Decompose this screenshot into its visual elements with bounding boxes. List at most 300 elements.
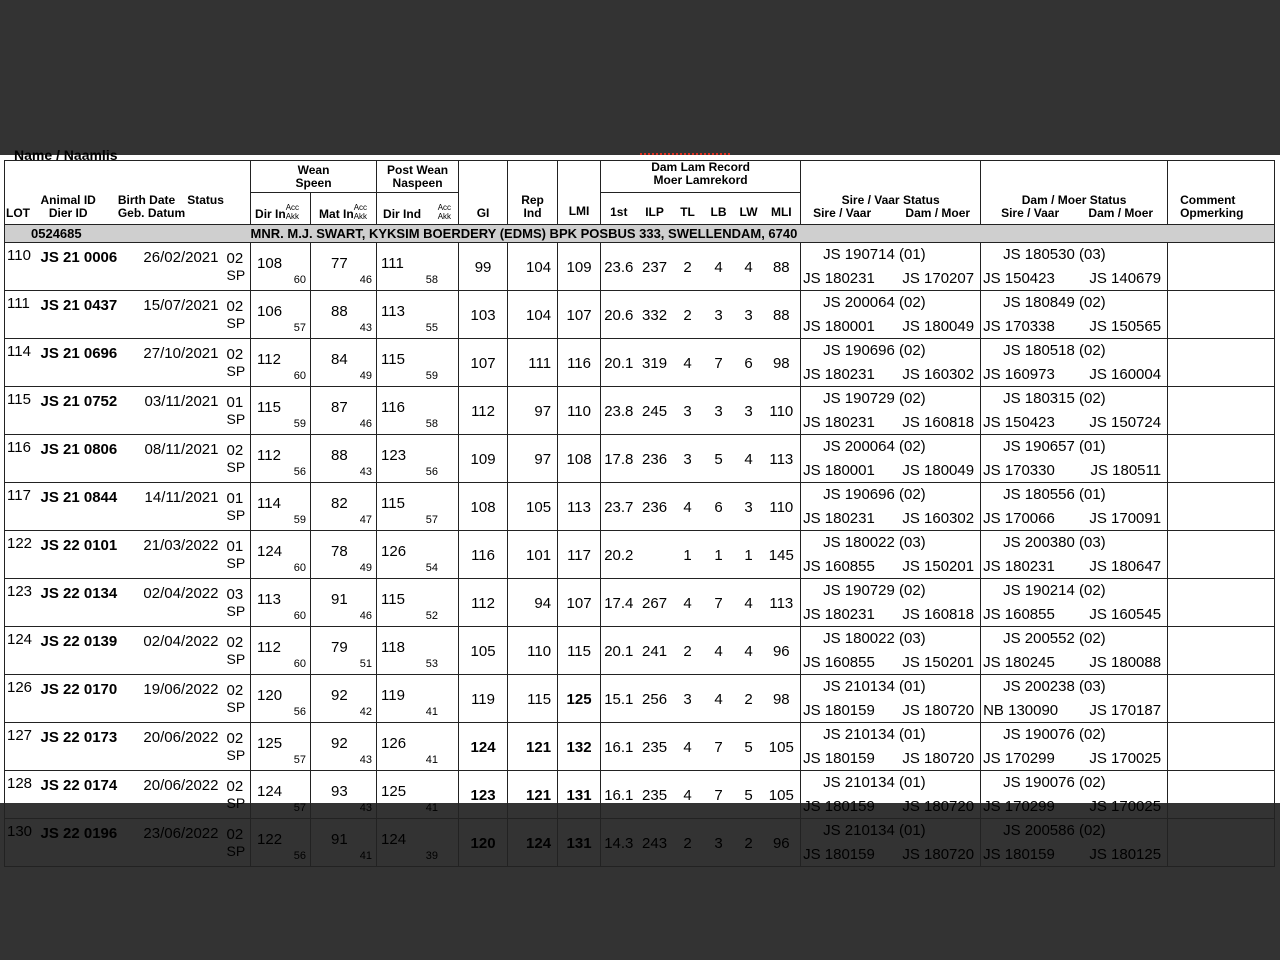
post-wean-acc: 53 xyxy=(425,658,439,670)
dam-sire: JS 160973 xyxy=(983,366,1055,383)
wean-dir-acc: 57 xyxy=(293,754,307,766)
wean-dir-cell xyxy=(251,339,311,387)
lot-number: 130 xyxy=(5,819,35,867)
wean-dir-acc: 56 xyxy=(293,466,307,478)
wean-dir-acc: 59 xyxy=(293,418,307,430)
lam-mli: 88 xyxy=(763,243,801,291)
post-wean-acc: 52 xyxy=(425,610,439,622)
lmi-value: 110 xyxy=(558,387,601,435)
wean-dir-value: 124 xyxy=(257,783,283,800)
post-wean-acc: 41 xyxy=(425,802,439,814)
gi-value: 116 xyxy=(459,531,508,579)
post-wean-cell xyxy=(377,771,459,819)
sire-sire: JS 180231 xyxy=(803,510,875,527)
header-animal-block xyxy=(35,161,251,225)
wean-dir-cell xyxy=(251,723,311,771)
post-wean-acc: 41 xyxy=(425,706,439,718)
comment-cell xyxy=(1168,243,1275,291)
lam-tl: 4 xyxy=(673,339,703,387)
lam-mli: 145 xyxy=(763,531,801,579)
sire-sire: JS 180001 xyxy=(803,318,875,335)
birth-date: 15/07/2021 xyxy=(125,291,225,339)
status-type: SP xyxy=(226,842,246,859)
wean-mat-value: 92 xyxy=(331,735,348,752)
post-wean-cell xyxy=(377,819,459,867)
wean-mat-acc: 43 xyxy=(359,802,373,814)
lam-first: 17.8 xyxy=(601,435,637,483)
header-lb: LB xyxy=(703,193,735,225)
animal-id: JS 21 0696 xyxy=(35,339,125,387)
dam-sire: NB 130090 xyxy=(983,702,1059,719)
lam-lb: 7 xyxy=(703,579,735,627)
header-wean-group xyxy=(251,161,377,193)
post-wean-cell xyxy=(377,483,459,531)
sire-dam: JS 180720 xyxy=(902,750,975,767)
header-mat-in: Mat In xyxy=(319,207,354,221)
sire-sire: JS 180001 xyxy=(803,462,875,479)
wean-mat-value: 93 xyxy=(331,783,348,800)
table-row xyxy=(5,483,1275,531)
lmi-value: 117 xyxy=(558,531,601,579)
header-akk-3: Akk xyxy=(437,212,452,221)
dam-sire: JS 180159 xyxy=(983,846,1055,863)
dam-id: JS 200552 (02) xyxy=(1003,630,1106,647)
lam-first: 23.7 xyxy=(601,483,637,531)
sire-id: JS 200064 (02) xyxy=(823,294,926,311)
dam-dam: JS 170091 xyxy=(1089,510,1162,527)
post-wean-acc: 58 xyxy=(425,274,439,286)
lam-lw: 2 xyxy=(735,675,763,723)
dam-dam: JS 180125 xyxy=(1089,846,1162,863)
lam-ilp: 235 xyxy=(637,771,673,819)
birth-date: 27/10/2021 xyxy=(125,339,225,387)
sire-id: JS 190729 (02) xyxy=(823,390,926,407)
header-akk: Akk xyxy=(285,212,300,221)
header-acc: Acc xyxy=(285,203,300,212)
cut-off-heading: Name / Naamlis xyxy=(14,147,118,163)
post-wean-cell xyxy=(377,387,459,435)
sire-dam: JS 180720 xyxy=(902,702,975,719)
dam-id: JS 190657 (01) xyxy=(1003,438,1106,455)
header-comment-en: Comment xyxy=(1180,193,1236,207)
wean-dir-acc: 56 xyxy=(293,850,307,862)
lam-lw: 4 xyxy=(735,627,763,675)
header-speen: Speen xyxy=(295,175,332,190)
table-row xyxy=(5,771,1275,819)
dam-id: JS 200238 (03) xyxy=(1003,678,1106,695)
header-lw: LW xyxy=(735,193,763,225)
rep-ind-value: 105 xyxy=(508,483,558,531)
lam-ilp: 241 xyxy=(637,627,673,675)
wean-mat-acc: 46 xyxy=(359,418,373,430)
dam-dam: JS 160004 xyxy=(1089,366,1162,383)
animal-id: JS 22 0101 xyxy=(35,531,125,579)
post-wean-cell xyxy=(377,243,459,291)
status-cell xyxy=(225,483,251,531)
status-type: SP xyxy=(226,650,246,667)
sire-status-cell xyxy=(801,291,981,339)
rep-ind-value: 104 xyxy=(508,291,558,339)
status-code: 02 xyxy=(226,441,244,459)
gi-value: 119 xyxy=(459,675,508,723)
dam-sire: JS 170299 xyxy=(983,750,1055,767)
dam-sire: JS 160855 xyxy=(983,606,1055,623)
status-type: SP xyxy=(226,362,246,379)
wean-dir-value: 113 xyxy=(257,591,281,608)
lam-tl: 1 xyxy=(673,531,703,579)
birth-date: 02/04/2022 xyxy=(125,579,225,627)
lam-tl: 4 xyxy=(673,771,703,819)
dam-id: JS 180849 (02) xyxy=(1003,294,1106,311)
wean-dir-cell xyxy=(251,819,311,867)
dam-id: JS 190214 (02) xyxy=(1003,582,1106,599)
header-dam-status-sire: Sire / Vaar xyxy=(1001,206,1060,220)
status-cell xyxy=(225,339,251,387)
lam-lb: 4 xyxy=(703,243,735,291)
rep-ind-value: 97 xyxy=(508,387,558,435)
header-post-wean-group xyxy=(377,161,459,193)
lam-tl: 3 xyxy=(673,435,703,483)
lmi-value: 131 xyxy=(558,819,601,867)
wean-dir-value: 124 xyxy=(257,543,283,560)
header-first: 1st xyxy=(601,193,637,225)
post-wean-cell xyxy=(377,627,459,675)
post-wean-cell xyxy=(377,435,459,483)
wean-dir-cell xyxy=(251,627,311,675)
wean-dir-acc: 60 xyxy=(293,562,307,574)
post-wean-cell xyxy=(377,531,459,579)
wean-mat-cell xyxy=(311,531,377,579)
sire-dam: JS 160302 xyxy=(902,366,975,383)
wean-mat-value: 88 xyxy=(331,303,348,320)
lam-first: 17.4 xyxy=(601,579,637,627)
wean-mat-acc: 47 xyxy=(359,514,373,526)
status-type: SP xyxy=(226,698,246,715)
sire-sire: JS 160855 xyxy=(803,654,875,671)
lam-first: 23.6 xyxy=(601,243,637,291)
sire-id: JS 190714 (01) xyxy=(823,246,926,263)
header-tl: TL xyxy=(673,193,703,225)
dam-sire: JS 150423 xyxy=(983,414,1055,431)
gi-value: 112 xyxy=(459,579,508,627)
dam-status-cell xyxy=(981,579,1168,627)
lam-lb: 1 xyxy=(703,531,735,579)
rep-ind-value: 97 xyxy=(508,435,558,483)
wean-dir-acc: 59 xyxy=(293,514,307,526)
lam-mli: 105 xyxy=(763,723,801,771)
comment-cell xyxy=(1168,483,1275,531)
wean-mat-cell xyxy=(311,723,377,771)
table-row xyxy=(5,627,1275,675)
header-post-wean-dir xyxy=(377,193,459,225)
status-code: 01 xyxy=(226,393,244,411)
gi-value: 108 xyxy=(459,483,508,531)
animal-id: JS 22 0196 xyxy=(35,819,125,867)
header-akk-2: Akk xyxy=(353,212,368,221)
sire-status-cell xyxy=(801,435,981,483)
rep-ind-value: 111 xyxy=(508,339,558,387)
dam-dam: JS 170187 xyxy=(1089,702,1162,719)
lam-mli: 113 xyxy=(763,579,801,627)
lam-lb: 3 xyxy=(703,819,735,867)
lam-first: 20.1 xyxy=(601,339,637,387)
wean-mat-value: 82 xyxy=(331,495,348,512)
post-wean-acc: 41 xyxy=(425,754,439,766)
status-cell xyxy=(225,579,251,627)
post-wean-acc: 39 xyxy=(425,850,439,862)
comment-cell xyxy=(1168,339,1275,387)
dam-dam: JS 180088 xyxy=(1089,654,1162,671)
status-code: 02 xyxy=(226,777,244,795)
lot-number: 128 xyxy=(5,771,35,819)
post-wean-value: 124 xyxy=(381,831,407,848)
header-dam-status-dam: Dam / Moer xyxy=(1088,206,1154,220)
lam-mli: 98 xyxy=(763,339,801,387)
rep-ind-value: 94 xyxy=(508,579,558,627)
sire-status-cell xyxy=(801,627,981,675)
lam-tl: 2 xyxy=(673,819,703,867)
comment-cell xyxy=(1168,531,1275,579)
header-dam-lam-record xyxy=(601,161,801,193)
sire-dam: JS 160302 xyxy=(902,510,975,527)
header-naspeen: Naspeen xyxy=(392,175,443,190)
wean-dir-value: 106 xyxy=(257,303,283,320)
status-cell xyxy=(225,627,251,675)
sire-dam: JS 150201 xyxy=(902,558,975,575)
dam-status-cell xyxy=(981,627,1168,675)
status-type: SP xyxy=(226,506,246,523)
animal-id: JS 22 0174 xyxy=(35,771,125,819)
status-code: 02 xyxy=(226,345,244,363)
lmi-value: 108 xyxy=(558,435,601,483)
lmi-value: 113 xyxy=(558,483,601,531)
post-wean-acc: 57 xyxy=(425,514,439,526)
status-cell xyxy=(225,675,251,723)
sire-id: JS 210134 (01) xyxy=(823,822,926,839)
lam-ilp: 236 xyxy=(637,435,673,483)
wean-dir-value: 112 xyxy=(257,639,281,656)
status-code: 01 xyxy=(226,537,244,555)
dam-sire: JS 150423 xyxy=(983,270,1055,287)
lam-lw: 4 xyxy=(735,243,763,291)
lmi-value: 131 xyxy=(558,771,601,819)
rep-ind-value: 124 xyxy=(508,819,558,867)
rep-ind-value: 101 xyxy=(508,531,558,579)
lmi-value: 125 xyxy=(558,675,601,723)
sire-sire: JS 180159 xyxy=(803,846,875,863)
sire-dam: JS 160818 xyxy=(902,414,975,431)
sire-status-cell xyxy=(801,675,981,723)
sire-id: JS 210134 (01) xyxy=(823,726,926,743)
gi-value: 123 xyxy=(459,771,508,819)
status-type: SP xyxy=(226,314,246,331)
dam-sire: JS 170330 xyxy=(983,462,1055,479)
comment-cell xyxy=(1168,579,1275,627)
lam-ilp: 256 xyxy=(637,675,673,723)
wean-mat-value: 92 xyxy=(331,687,348,704)
sire-dam: JS 180720 xyxy=(902,798,975,815)
lam-ilp: 245 xyxy=(637,387,673,435)
dam-dam: JS 180647 xyxy=(1089,558,1162,575)
gi-value: 120 xyxy=(459,819,508,867)
comment-cell xyxy=(1168,819,1275,867)
post-wean-value: 116 xyxy=(381,399,405,416)
birth-date: 23/06/2022 xyxy=(125,819,225,867)
animal-id: JS 21 0844 xyxy=(35,483,125,531)
lam-lb: 3 xyxy=(703,291,735,339)
gi-value: 103 xyxy=(459,291,508,339)
lot-number: 117 xyxy=(5,483,35,531)
wean-mat-cell xyxy=(311,771,377,819)
lam-lw: 4 xyxy=(735,435,763,483)
header-ilp: ILP xyxy=(637,193,673,225)
lam-first: 20.2 xyxy=(601,531,637,579)
wean-mat-value: 79 xyxy=(331,639,348,656)
sire-id: JS 190729 (02) xyxy=(823,582,926,599)
wean-mat-cell xyxy=(311,243,377,291)
lam-first: 15.1 xyxy=(601,675,637,723)
lmi-value: 132 xyxy=(558,723,601,771)
comment-cell xyxy=(1168,291,1275,339)
birth-date: 21/03/2022 xyxy=(125,531,225,579)
lot-number: 110 xyxy=(5,243,35,291)
lam-lb: 6 xyxy=(703,483,735,531)
post-wean-value: 118 xyxy=(381,639,405,656)
post-wean-value: 113 xyxy=(381,303,405,320)
sire-dam: JS 180049 xyxy=(902,462,975,479)
dam-dam: JS 170025 xyxy=(1089,798,1162,815)
status-type: SP xyxy=(226,602,246,619)
lam-first: 14.3 xyxy=(601,819,637,867)
lam-ilp: 243 xyxy=(637,819,673,867)
header-acc-3: Acc xyxy=(437,203,452,212)
wean-dir-value: 120 xyxy=(257,687,283,704)
lam-ilp: 267 xyxy=(637,579,673,627)
lam-mli: 98 xyxy=(763,675,801,723)
sire-sire: JS 180231 xyxy=(803,606,875,623)
sire-dam: JS 170207 xyxy=(902,270,975,287)
status-cell xyxy=(225,819,251,867)
wean-dir-cell xyxy=(251,243,311,291)
animal-id: JS 22 0170 xyxy=(35,675,125,723)
sire-status-cell xyxy=(801,243,981,291)
animal-table xyxy=(4,160,1275,867)
comment-cell xyxy=(1168,723,1275,771)
post-wean-value: 115 xyxy=(381,495,405,512)
dam-dam: JS 150724 xyxy=(1089,414,1162,431)
lam-lb: 7 xyxy=(703,723,735,771)
lam-lb: 7 xyxy=(703,771,735,819)
wean-dir-value: 112 xyxy=(257,351,281,368)
header-dam-lam-record-en: Dam Lam Record xyxy=(651,160,750,174)
header-sire-status-sire: Sire / Vaar xyxy=(813,206,872,220)
comment-cell xyxy=(1168,675,1275,723)
dam-dam: JS 140679 xyxy=(1089,270,1162,287)
dam-status-cell xyxy=(981,771,1168,819)
wean-mat-value: 84 xyxy=(331,351,348,368)
table-row xyxy=(5,243,1275,291)
wean-mat-acc: 46 xyxy=(359,274,373,286)
dam-id: JS 200380 (03) xyxy=(1003,534,1106,551)
lmi-value: 115 xyxy=(558,627,601,675)
header-rep: Rep xyxy=(521,193,544,207)
sire-id: JS 210134 (01) xyxy=(823,678,926,695)
header-ind: Ind xyxy=(523,206,542,220)
header-sire-status-dam: Dam / Moer xyxy=(905,206,971,220)
sire-id: JS 190696 (02) xyxy=(823,486,926,503)
wean-mat-cell xyxy=(311,579,377,627)
post-wean-value: 125 xyxy=(381,783,407,800)
wean-mat-cell xyxy=(311,483,377,531)
birth-date: 14/11/2021 xyxy=(125,483,225,531)
lot-number: 123 xyxy=(5,579,35,627)
dam-dam: JS 180511 xyxy=(1090,462,1162,479)
lam-lw: 5 xyxy=(735,771,763,819)
wean-mat-cell xyxy=(311,339,377,387)
comment-cell xyxy=(1168,435,1275,483)
lot-number: 115 xyxy=(5,387,35,435)
header-lmi: LMI xyxy=(558,161,601,225)
comment-cell xyxy=(1168,771,1275,819)
table-row xyxy=(5,723,1275,771)
dam-id: JS 180556 (01) xyxy=(1003,486,1106,503)
wean-dir-acc: 60 xyxy=(293,370,307,382)
sire-dam: JS 180720 xyxy=(902,846,975,863)
lam-tl: 2 xyxy=(673,243,703,291)
dam-id: JS 200586 (02) xyxy=(1003,822,1106,839)
gi-value: 99 xyxy=(459,243,508,291)
wean-dir-cell xyxy=(251,483,311,531)
wean-dir-value: 125 xyxy=(257,735,283,752)
lam-first: 20.6 xyxy=(601,291,637,339)
header-status: Status xyxy=(187,193,224,207)
animal-id: JS 21 0006 xyxy=(35,243,125,291)
sire-sire: JS 180159 xyxy=(803,750,875,767)
wean-mat-cell xyxy=(311,291,377,339)
lmi-value: 107 xyxy=(558,291,601,339)
lam-lw: 6 xyxy=(735,339,763,387)
wean-mat-acc: 51 xyxy=(359,658,373,670)
wean-mat-acc: 43 xyxy=(359,466,373,478)
birth-date: 26/02/2021 xyxy=(125,243,225,291)
status-code: 03 xyxy=(226,585,244,603)
wean-mat-acc: 43 xyxy=(359,754,373,766)
status-type: SP xyxy=(226,458,246,475)
wean-mat-cell xyxy=(311,435,377,483)
owner-name: MNR. M.J. SWART, KYKSIM BOERDERY (EDMS) BPK POSBUS 333, SWELLENDAM, 6740 xyxy=(251,225,1275,243)
wean-dir-acc: 57 xyxy=(293,802,307,814)
lam-tl: 3 xyxy=(673,387,703,435)
lot-number: 111 xyxy=(5,291,35,339)
lam-mli: 96 xyxy=(763,627,801,675)
sire-id: JS 190696 (02) xyxy=(823,342,926,359)
wean-dir-cell xyxy=(251,435,311,483)
status-cell xyxy=(225,723,251,771)
wean-mat-value: 91 xyxy=(331,591,348,608)
wean-mat-value: 91 xyxy=(331,831,348,848)
table-row xyxy=(5,291,1275,339)
sire-status-cell xyxy=(801,723,981,771)
dam-id: JS 180518 (02) xyxy=(1003,342,1106,359)
header-dier-id: Dier ID xyxy=(48,206,88,220)
birth-date: 03/11/2021 xyxy=(125,387,225,435)
lam-lw: 2 xyxy=(735,819,763,867)
rep-ind-value: 121 xyxy=(508,771,558,819)
wean-dir-value: 112 xyxy=(257,447,281,464)
birth-date: 20/06/2022 xyxy=(125,723,225,771)
status-code: 02 xyxy=(226,681,244,699)
animal-id: JS 22 0139 xyxy=(35,627,125,675)
